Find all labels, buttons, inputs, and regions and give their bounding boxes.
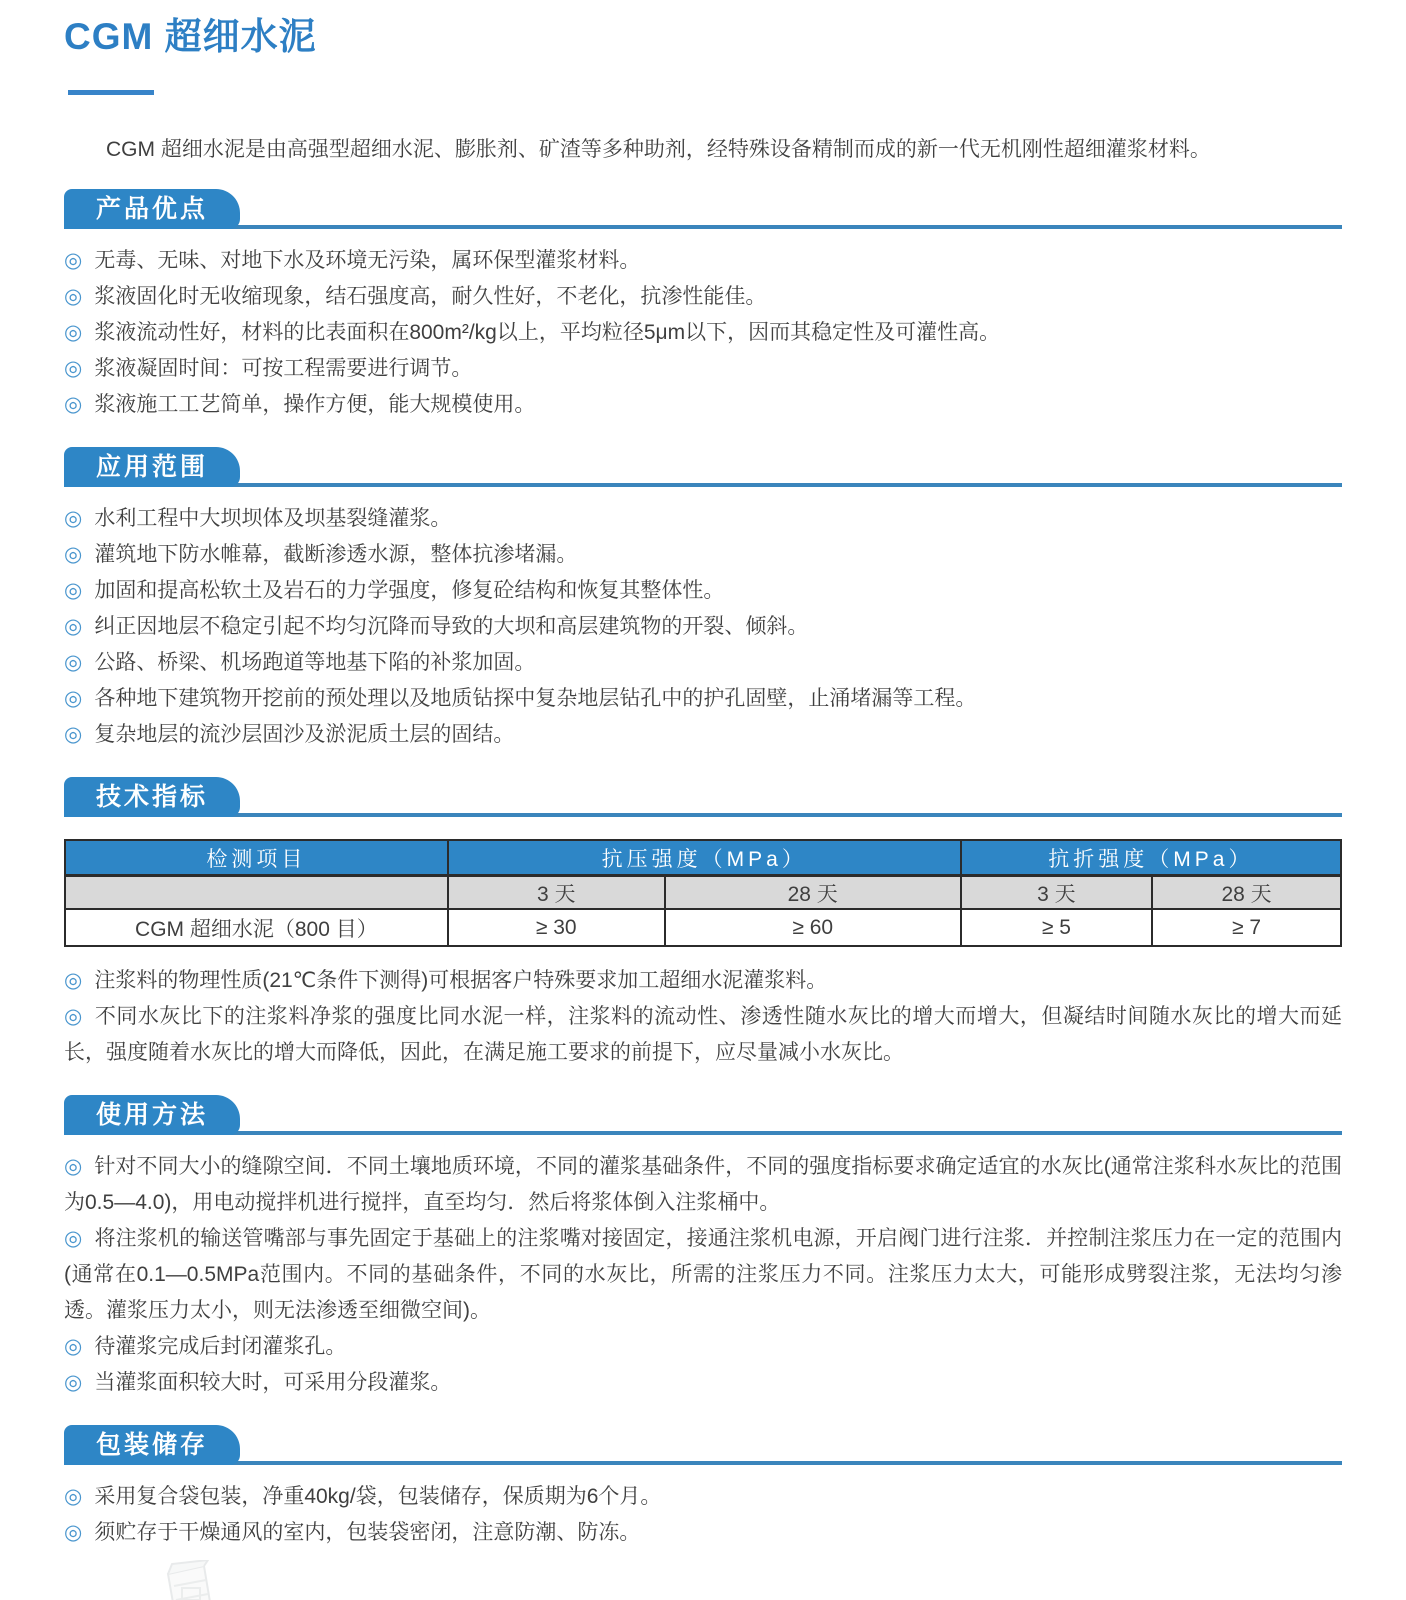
spec-table-value: ≥ 7 <box>1152 909 1341 946</box>
bullet-marker-icon: ◎ <box>64 321 83 345</box>
bullet-item <box>64 1365 1342 1401</box>
bullet-item <box>64 315 1342 351</box>
section-applications <box>64 447 1342 753</box>
bullet-marker-icon: ◎ <box>64 651 83 675</box>
spec-table-data-row <box>65 909 1341 946</box>
bullet-text: 不同水灰比下的注浆料净浆的强度比同水泥一样，注浆料的流动性、渗透性随水灰比的增大而增大，但凝结时间随水灰比的增大而延长，强度随着水灰比的增大而降低，因此，在满足施工要求的前提下，应尽量减小水灰比。 <box>64 1005 1342 1065</box>
bullet-marker-icon: ◎ <box>64 615 83 639</box>
spec-table-value: ≥ 60 <box>665 909 961 946</box>
cement-bag-watermark-icon <box>146 1560 238 1600</box>
spec-table-age-header: 28 天 <box>665 875 961 909</box>
bullet-text: 复杂地层的流沙层固沙及淤泥质土层的固结。 <box>94 723 515 747</box>
storage-list <box>64 1479 1342 1551</box>
bullet-text: 待灌浆完成后封闭灌浆孔。 <box>94 1335 347 1359</box>
spec-table-age-header: 3 天 <box>961 875 1152 909</box>
bullet-text: 无毒、无味、对地下水及环境无污染，属环保型灌浆材料。 <box>94 249 641 273</box>
spec-table-compressive-header: 抗压强度（MPa） <box>448 840 961 875</box>
section-heading-storage: 包装储存 <box>64 1425 240 1465</box>
page-title: CGM 超细水泥 <box>64 16 317 57</box>
spec-table-value: ≥ 30 <box>448 909 665 946</box>
bullet-item <box>64 351 1342 387</box>
page-header <box>64 14 1342 165</box>
bullet-item <box>64 537 1342 573</box>
bullet-text: 加固和提高松软土及岩石的力学强度，修复砼结构和恢复其整体性。 <box>94 579 725 603</box>
bullet-marker-icon: ◎ <box>64 543 83 567</box>
section-heading-advantages: 产品优点 <box>64 189 240 229</box>
spec-table <box>64 839 1342 947</box>
bullet-text: 将注浆机的输送管嘴部与事先固定于基础上的注浆嘴对接固定，接通注浆机电源，开启阀门进行注浆．并控制注浆压力在一定的范围内(通常在0.1—0.5MPa范围内。不同的基础条件，不同的水灰比，所需的注浆压力不同。注浆压力太大，可能形成劈裂注浆，无法均匀渗透。灌浆压力太小，则无法渗透至细微空间)。 <box>64 1227 1343 1323</box>
section-specifications <box>64 777 1342 1071</box>
bullet-item <box>64 999 1342 1071</box>
title-underline <box>68 90 154 95</box>
bullet-item <box>64 681 1342 717</box>
bullet-item <box>64 963 1342 999</box>
bullet-text: 注浆料的物理性质(21℃条件下测得)可根据客户特殊要求加工超细水泥灌浆料。 <box>94 969 828 993</box>
bullet-marker-icon: ◎ <box>64 393 83 417</box>
bullet-marker-icon: ◎ <box>64 357 83 381</box>
bullet-text: 公路、桥梁、机场跑道等地基下陷的补浆加固。 <box>94 651 536 675</box>
spec-table-age-header: 28 天 <box>1152 875 1341 909</box>
bullet-item <box>64 1221 1342 1329</box>
bullet-item <box>64 279 1342 315</box>
section-storage <box>64 1425 1342 1551</box>
bullet-text: 须贮存于干燥通风的室内，包装袋密闭，注意防潮、防冻。 <box>94 1521 641 1545</box>
bullet-marker-icon: ◎ <box>64 1335 83 1359</box>
bullet-marker-icon: ◎ <box>64 579 83 603</box>
bullet-text: 纠正因地层不稳定引起不均匀沉降而导致的大坝和高层建筑物的开裂、倾斜。 <box>94 615 809 639</box>
bullet-text: 各种地下建筑物开挖前的预处理以及地质钻探中复杂地层钻孔中的护孔固壁，止涌堵漏等工程。 <box>94 687 977 711</box>
specifications-notes-list <box>64 963 1342 1071</box>
bullet-text: 浆液施工工艺简单，操作方便，能大规模使用。 <box>94 393 536 417</box>
usage-list <box>64 1149 1342 1401</box>
bullet-marker-icon: ◎ <box>64 249 83 273</box>
bullet-marker-icon: ◎ <box>64 687 83 711</box>
bullet-marker-icon: ◎ <box>64 1227 83 1251</box>
section-head-rule <box>64 189 1342 229</box>
bullet-text: 采用复合袋包装，净重40kg/袋，包装储存，保质期为6个月。 <box>94 1485 662 1509</box>
section-head-rule <box>64 777 1342 817</box>
bullet-marker-icon: ◎ <box>64 969 83 993</box>
bullet-marker-icon: ◎ <box>64 1155 83 1179</box>
bullet-item <box>64 1329 1342 1365</box>
bullet-item <box>64 501 1342 537</box>
applications-list <box>64 501 1342 753</box>
bullet-item <box>64 717 1342 753</box>
bullet-text: 灌筑地下防水帷幕，截断渗透水源，整体抗渗堵漏。 <box>94 543 578 567</box>
bullet-item <box>64 243 1342 279</box>
spec-table-empty-cell <box>65 875 448 909</box>
bullet-text: 浆液凝固时间：可按工程需要进行调节。 <box>94 357 473 381</box>
bullet-marker-icon: ◎ <box>64 1005 83 1029</box>
bullet-text: 水利工程中大坝坝体及坝基裂缝灌浆。 <box>94 507 452 531</box>
spec-table-value: ≥ 5 <box>961 909 1152 946</box>
advantages-list <box>64 243 1342 423</box>
spec-table-age-header-row <box>65 875 1341 909</box>
spec-table-product-name: CGM 超细水泥（800 目） <box>65 909 448 946</box>
section-heading-specifications: 技术指标 <box>64 777 240 817</box>
bullet-item <box>64 387 1342 423</box>
bullet-marker-icon: ◎ <box>64 1521 83 1545</box>
section-advantages <box>64 189 1342 423</box>
spec-table-age-header: 3 天 <box>448 875 665 909</box>
section-usage <box>64 1095 1342 1401</box>
section-head-rule <box>64 1095 1342 1135</box>
bullet-item <box>64 1515 1342 1551</box>
bullet-text: 浆液固化时无收缩现象，结石强度高，耐久性好，不老化，抗渗性能佳。 <box>94 285 767 309</box>
bullet-text: 浆液流动性好，材料的比表面积在800m²/kg以上，平均粒径5μm以下，因而其稳定性及可灌性高。 <box>94 321 1001 345</box>
bullet-item <box>64 1149 1342 1221</box>
section-head-rule <box>64 1425 1342 1465</box>
intro-paragraph: CGM 超细水泥是由高强型超细水泥、膨胀剂、矿渣等多种助剂，经特殊设备精制而成的新一代无机刚性超细灌浆材料。 <box>106 138 1211 162</box>
section-head-rule <box>64 447 1342 487</box>
bullet-marker-icon: ◎ <box>64 507 83 531</box>
section-heading-usage: 使用方法 <box>64 1095 240 1135</box>
bullet-item <box>64 1479 1342 1515</box>
bullet-marker-icon: ◎ <box>64 285 83 309</box>
bullet-text: 针对不同大小的缝隙空间．不同土壤地质环境，不同的灌浆基础条件，不同的强度指标要求确定适宜的水灰比(通常注浆科水灰比的范围为0.5—4.0)，用电动搅拌机进行搅拌，直至均匀．然后将浆体倒入注浆桶中。 <box>64 1155 1342 1215</box>
bullet-marker-icon: ◎ <box>64 1485 83 1509</box>
section-heading-applications: 应用范围 <box>64 447 240 487</box>
spec-table-flexural-header: 抗折强度（MPa） <box>961 840 1341 875</box>
spec-table-group-header-row <box>65 840 1341 875</box>
bullet-text: 当灌浆面积较大时，可采用分段灌浆。 <box>94 1371 452 1395</box>
bullet-marker-icon: ◎ <box>64 723 83 747</box>
bullet-item <box>64 609 1342 645</box>
bullet-marker-icon: ◎ <box>64 1371 83 1395</box>
bullet-item <box>64 573 1342 609</box>
spec-table-item-header: 检测项目 <box>65 840 448 875</box>
bullet-item <box>64 645 1342 681</box>
